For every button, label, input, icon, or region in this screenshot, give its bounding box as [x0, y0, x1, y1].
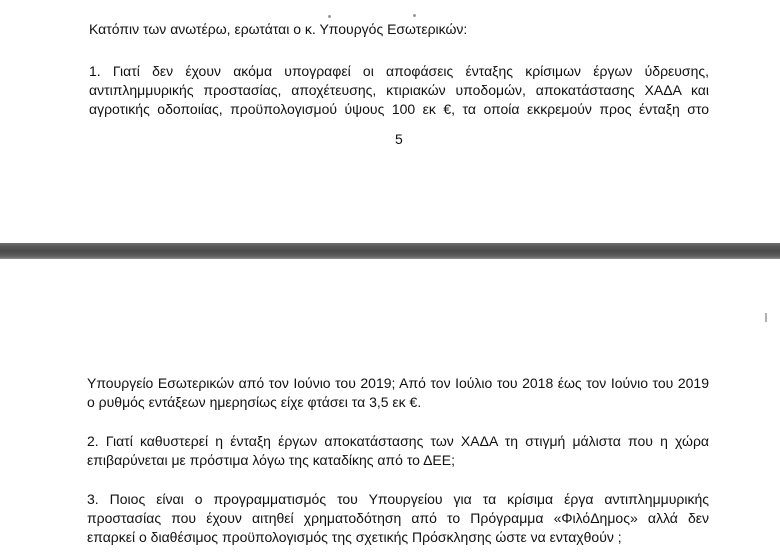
continuation-line: Υπουργείο Εσωτερικών από τον Ιούνιο του 2019; Από τον Ιούλιο του 2018 έως τον Ιούνιο του 2019 [87, 375, 709, 391]
continuation-line: ο ρυθμός εντάξεων ημερησίως είχε φτάσει τα 3,5 εκ €. [87, 394, 422, 410]
question-2-line: 2. Γιατί καθυστερεί η ένταξη έργων αποκατάστασης των ΧΑΔΑ τη στιγμή μάλιστα που η χώρα [87, 433, 709, 449]
scan-speck [413, 14, 416, 17]
question-1-line: 1. Γιατί δεν έχουν ακόμα υπογραφεί οι αποφάσεις ένταξης κρίσιμων έργων ύδρευσης, [89, 63, 709, 79]
document-page-bottom [0, 259, 780, 554]
page-separator [0, 243, 780, 259]
question-1-line: αντιπλημμυρικής προστασίας, αποχέτευσης, κτιριακών υποδομών, αποκατάστασης ΧΑΔΑ και [89, 82, 709, 98]
question-3-line: 3. Ποιος είναι ο προγραμματισμός του Υπουργείου για τα κρίσιμα έργα αντιπλημμυρικής [87, 491, 709, 507]
scan-speck [765, 313, 767, 322]
question-3-line: επαρκεί ο διαθέσιμος προϋπολογισμός της σχετικής Πρόσκλησης ώστε να ενταχθούν ; [87, 529, 622, 545]
scan-speck [328, 15, 331, 18]
document-page-top [0, 0, 780, 243]
question-1-line: αγροτικής οδοποιίας, προϋπολογισμού ύψους 100 εκ €, τα οποία εκκρεμούν προς ένταξη στο [89, 101, 709, 117]
question-3-line: προστασίας που έχουν αιτηθεί χρηματοδότηση από το Πρόγραμμα «ΦιλόΔημος» αλλά δεν [87, 510, 709, 526]
page-number: 5 [395, 131, 403, 147]
question-2-line: επιβαρύνεται με πρόστιμα λόγω της καταδίκης από το ΔΕΕ; [87, 452, 455, 468]
intro-paragraph: Κατόπιν των ανωτέρω, ερωτάται ο κ. Υπουργός Εσωτερικών: [89, 21, 468, 37]
